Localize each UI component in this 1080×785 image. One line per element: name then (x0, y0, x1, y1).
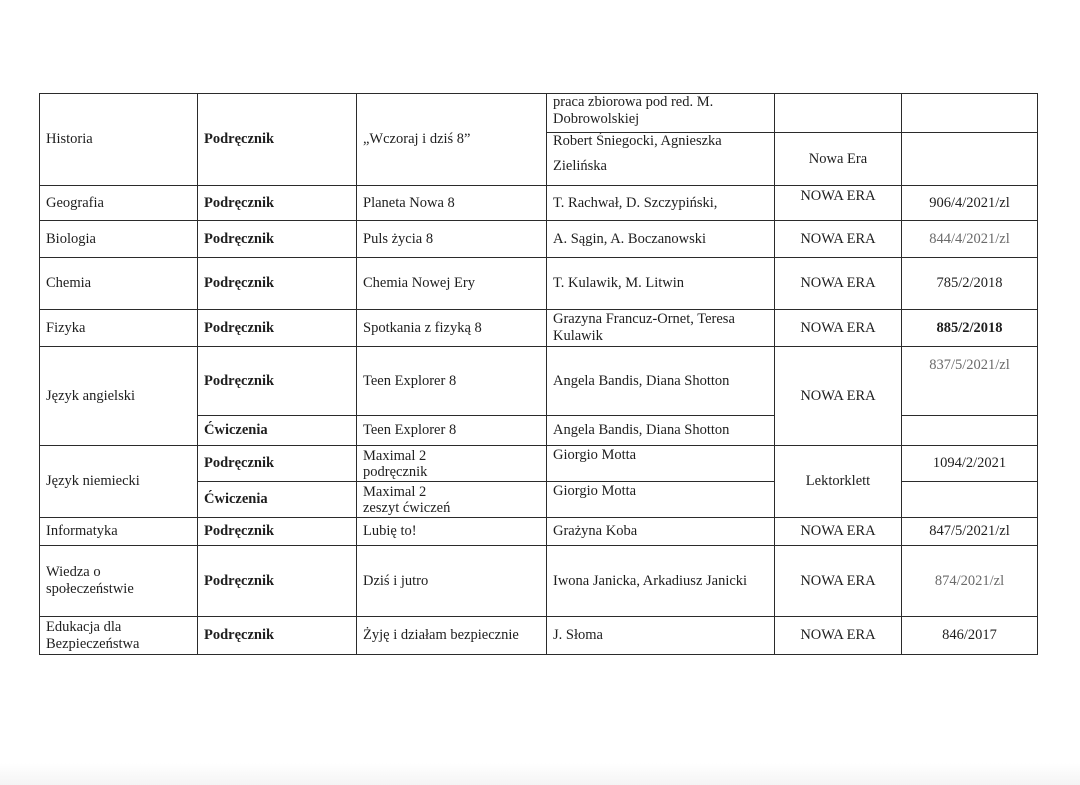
approval-number-cell (902, 94, 1038, 133)
authors-line: Zielińska (553, 158, 607, 174)
table-row (40, 446, 1038, 482)
subject-cell: Język niemiecki (40, 446, 198, 518)
title-cell: Teen Explorer 8 (357, 347, 547, 416)
publisher-cell: NOWA ERA (775, 347, 902, 446)
table-row (40, 94, 1038, 133)
approval-number-cell: 785/2/2018 (902, 258, 1038, 310)
table-row (40, 221, 1038, 258)
title-line: zeszyt ćwiczeń (363, 499, 451, 516)
authors-cell: Angela Bandis, Diana Shotton (547, 347, 775, 416)
authors-cell: praca zbiorowa pod red. M. Dobrowolskiej (547, 94, 775, 133)
publisher-cell: NOWA ERA (775, 546, 902, 617)
title-line: Maximal 2 (363, 483, 427, 500)
subject-line: Wiedza o (46, 564, 101, 580)
table-row (40, 617, 1038, 655)
type-cell: Podręcznik (198, 258, 357, 310)
title-cell: Dziś i jutro (357, 546, 547, 617)
subject-cell: Biologia (40, 221, 198, 258)
type-cell: Podręcznik (198, 546, 357, 617)
table-row (40, 310, 1038, 347)
approval-number-cell (902, 416, 1038, 446)
type-cell: Podręcznik (198, 310, 357, 347)
type-cell: Podręcznik (198, 617, 357, 655)
approval-number-cell: 846/2017 (902, 617, 1038, 655)
table-row (40, 347, 1038, 416)
approval-number-cell: 1094/2/2021 (902, 446, 1038, 482)
approval-number-cell (902, 482, 1038, 518)
type-cell: Podręcznik (198, 94, 357, 186)
publisher-cell: NOWA ERA (775, 258, 902, 310)
title-cell (357, 446, 547, 482)
publisher-cell: NOWA ERA (775, 617, 902, 655)
subject-cell: Geografia (40, 186, 198, 221)
subject-cell (40, 617, 198, 655)
approval-number-cell (902, 133, 1038, 186)
publisher-cell: NOWA ERA (775, 518, 902, 546)
subject-line: Edukacja dla (46, 618, 122, 635)
publisher-cell (775, 94, 902, 133)
publisher-cell: NOWA ERA (775, 186, 902, 221)
authors-cell: J. Słoma (547, 617, 775, 655)
title-cell: Żyję i działam bezpiecznie (357, 617, 547, 655)
type-cell: Podręcznik (198, 221, 357, 258)
publisher-cell: NOWA ERA (775, 221, 902, 258)
approval-number-cell: 885/2/2018 (902, 310, 1038, 347)
publisher-cell: Lektorklett (775, 446, 902, 518)
subject-line: społeczeństwie (46, 581, 134, 597)
title-cell: Chemia Nowej Ery (357, 258, 547, 310)
subject-cell: Chemia (40, 258, 198, 310)
title-cell: „Wczoraj i dziś 8” (357, 94, 547, 186)
authors-cell: Iwona Janicka, Arkadiusz Janicki (547, 546, 775, 617)
table-row (40, 186, 1038, 221)
authors-cell: Grazyna Francuz-Ornet, Teresa Kulawik (547, 310, 775, 347)
table-row (40, 258, 1038, 310)
type-cell: Podręcznik (198, 518, 357, 546)
textbook-table (39, 93, 1038, 655)
authors-cell: T. Kulawik, M. Litwin (547, 258, 775, 310)
subject-line: Bezpieczeństwa (46, 635, 140, 652)
approval-number-cell: 874/2021/zl (902, 546, 1038, 617)
title-cell: Spotkania z fizyką 8 (357, 310, 547, 347)
subject-cell: Fizyka (40, 310, 198, 347)
title-line: Maximal 2 (363, 447, 427, 464)
title-cell: Lubię to! (357, 518, 547, 546)
type-cell: Podręcznik (198, 347, 357, 416)
type-cell: Podręcznik (198, 186, 357, 221)
subject-cell: Informatyka (40, 518, 198, 546)
type-cell: Ćwiczenia (198, 416, 357, 446)
type-cell: Podręcznik (198, 446, 357, 482)
approval-number-cell: 847/5/2021/zl (902, 518, 1038, 546)
publisher-cell: Nowa Era (775, 133, 902, 186)
subject-cell: Język angielski (40, 347, 198, 446)
title-cell: Teen Explorer 8 (357, 416, 547, 446)
title-cell (357, 482, 547, 518)
title-cell: Puls życia 8 (357, 221, 547, 258)
authors-cell: Giorgio Motta (547, 446, 775, 482)
title-cell: Planeta Nowa 8 (357, 186, 547, 221)
type-cell: Ćwiczenia (198, 482, 357, 518)
authors-cell: T. Rachwał, D. Szczypiński, (547, 186, 775, 221)
approval-number-cell: 844/4/2021/zl (902, 221, 1038, 258)
authors-cell: A. Sągin, A. Boczanowski (547, 221, 775, 258)
approval-number-cell: 837/5/2021/zl (902, 347, 1038, 416)
authors-cell: Grażyna Koba (547, 518, 775, 546)
subject-cell: Historia (40, 94, 198, 186)
subject-cell (40, 546, 198, 617)
authors-cell: Angela Bandis, Diana Shotton (547, 416, 775, 446)
table-row (40, 518, 1038, 546)
authors-cell (547, 133, 775, 186)
scan-edge-shadow (0, 763, 1080, 785)
authors-line: Robert Śniegocki, Agnieszka (553, 133, 722, 149)
table-row (40, 546, 1038, 617)
authors-cell: Giorgio Motta (547, 482, 775, 518)
title-line: podręcznik (363, 463, 428, 480)
approval-number-cell: 906/4/2021/zl (902, 186, 1038, 221)
publisher-cell: NOWA ERA (775, 310, 902, 347)
